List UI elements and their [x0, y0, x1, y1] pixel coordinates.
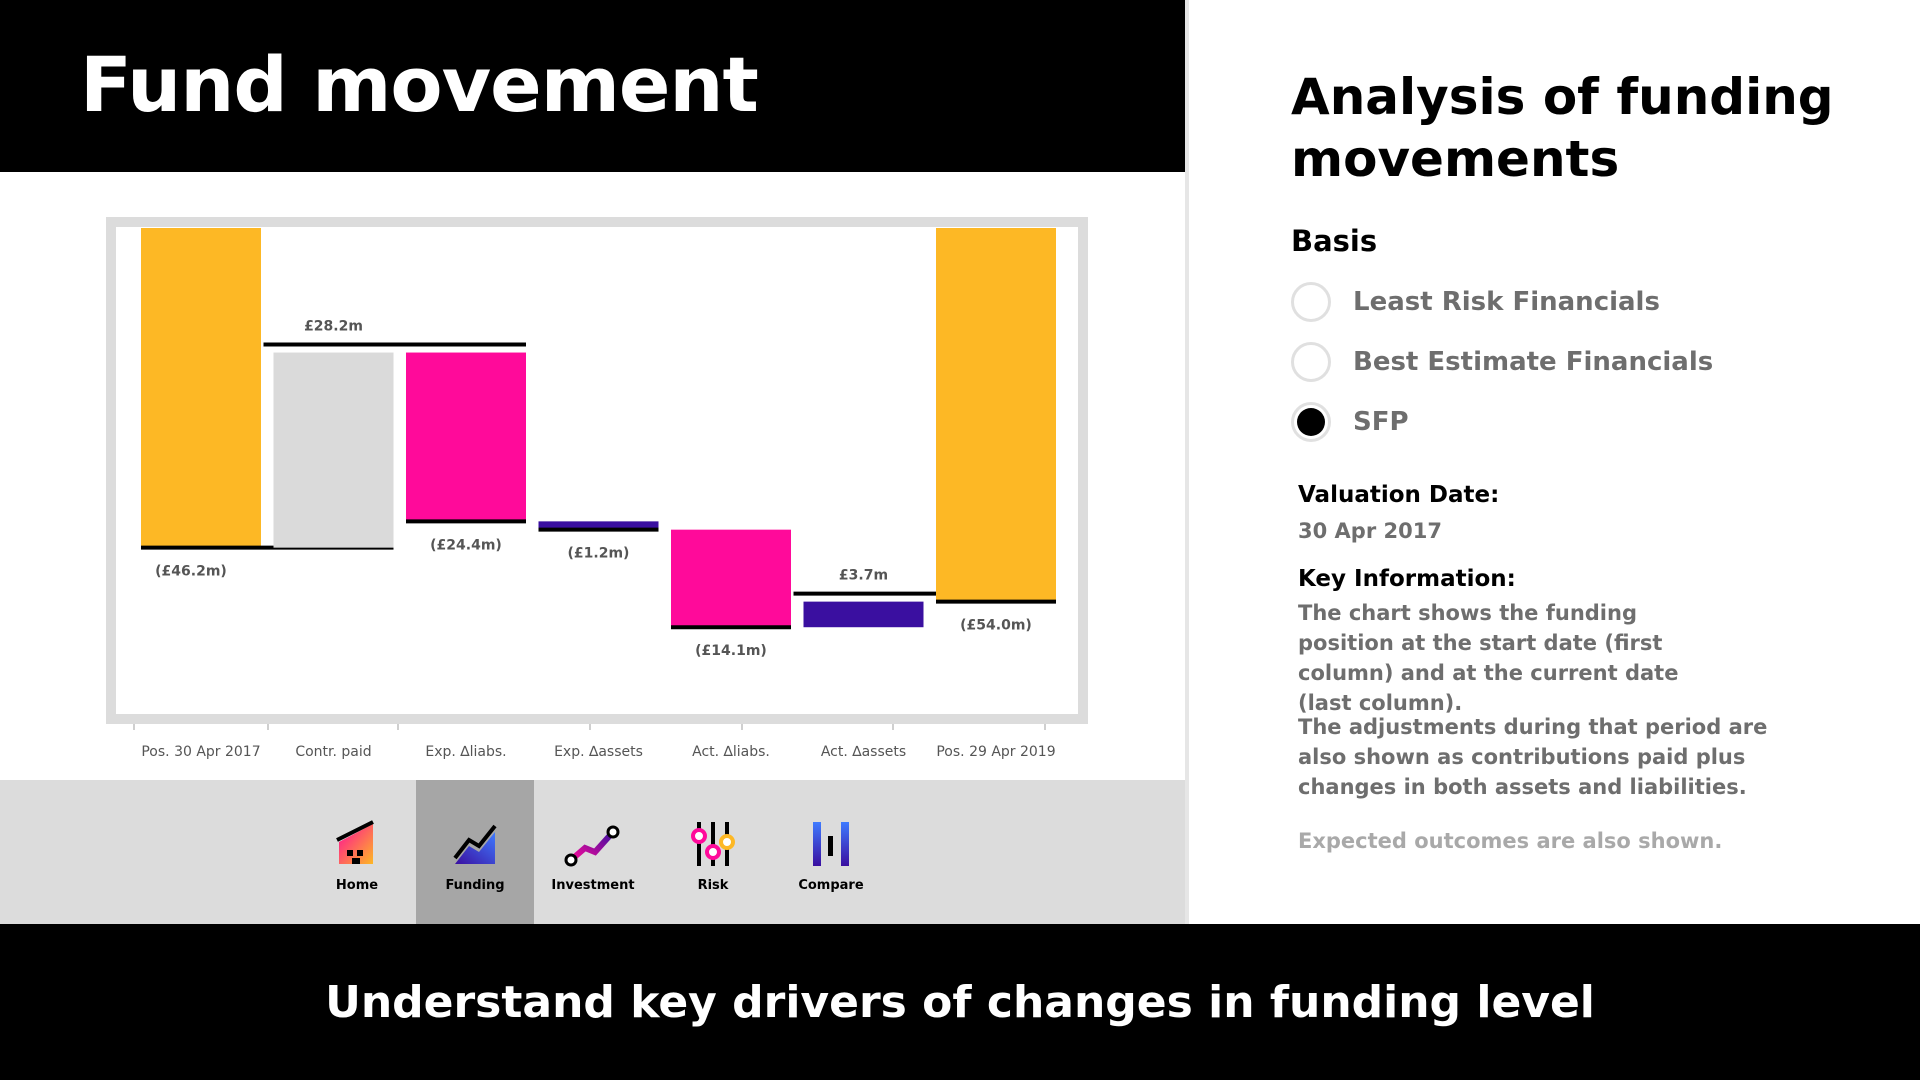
radio-button[interactable] [1291, 342, 1331, 382]
footer-banner [0, 924, 1920, 1080]
radio-button[interactable] [1291, 282, 1331, 322]
bar-5 [671, 530, 791, 628]
radio-label: Best Estimate Financials [1353, 347, 1714, 377]
bottom-nav [0, 780, 1188, 924]
x-tick-label-5: Act. ∆liabs. [692, 744, 770, 760]
key-information-text-2: The adjustments during that period are also shown as contributions paid plus changes in both assets and liabilities. [1298, 715, 1768, 799]
x-tick-label-2: Contr. paid [295, 744, 372, 760]
value-label-3: (£24.4m) [430, 537, 502, 554]
x-tick-label-7: Pos. 29 Apr 2019 [936, 744, 1056, 760]
radio-label: Least Risk Financials [1353, 287, 1660, 317]
valuation-date-value: 30 Apr 2017 [1298, 519, 1442, 543]
valuation-date-label: Valuation Date: [1298, 482, 1500, 508]
nav-item-investment[interactable] [534, 780, 652, 924]
nav-label-investment: Investment [551, 878, 635, 893]
page-title: Fund movement [80, 40, 758, 129]
x-tick-label-3: Exp. ∆liabs. [425, 744, 507, 760]
bar-2 [274, 353, 394, 548]
nav-item-home[interactable] [298, 780, 416, 924]
nav-label-compare: Compare [798, 878, 864, 893]
home-icon [333, 818, 381, 870]
nav-label-home: Home [335, 878, 379, 893]
radio-button-selected[interactable] [1291, 402, 1331, 442]
bar-6 [804, 602, 924, 628]
analysis-panel [1189, 0, 1920, 924]
nav-item-compare[interactable] [772, 780, 890, 924]
value-label-1: (£46.2m) [155, 563, 227, 580]
value-label-5: (£14.1m) [695, 643, 767, 660]
compare-bars-icon [807, 818, 855, 870]
waterfall-chart [0, 0, 1188, 780]
basis-option-sfp[interactable] [1291, 402, 1409, 442]
value-label-6: £3.7m [838, 567, 889, 584]
panel-title: Analysis of funding movements [1291, 68, 1834, 188]
basis-option-least-risk[interactable] [1291, 282, 1660, 322]
bar-7 [936, 228, 1056, 602]
risk-sliders-icon [689, 818, 737, 870]
investment-line-icon [563, 818, 623, 870]
bar-1 [141, 228, 261, 548]
nav-item-risk[interactable] [654, 780, 772, 924]
key-information-text-3: Expected outcomes are also shown. [1298, 829, 1723, 853]
radio-selected-dot [1297, 408, 1325, 436]
value-label-2: £28.2m [304, 318, 363, 335]
key-information-text-1: The chart shows the funding position at the start date (first column) and at the current date (last column). [1298, 601, 1679, 715]
x-tick-label-1: Pos. 30 Apr 2017 [141, 744, 261, 760]
basis-option-best-estimate[interactable] [1291, 342, 1713, 382]
funding-chart-icon [451, 818, 499, 870]
x-tick-label-6: Act. ∆assets [820, 744, 907, 760]
key-information-label: Key Information: [1298, 566, 1516, 592]
nav-item-funding[interactable] [416, 780, 534, 924]
value-label-7: (£54.0m) [960, 617, 1032, 634]
nav-label-risk: Risk [697, 878, 729, 893]
radio-label: SFP [1353, 407, 1409, 437]
nav-label-funding: Funding [445, 878, 505, 893]
x-tick-label-4: Exp. ∆assets [554, 744, 643, 760]
bar-3 [406, 353, 526, 522]
value-label-4: (£1.2m) [567, 545, 630, 562]
basis-label: Basis [1291, 224, 1378, 258]
footer-tagline: Understand key drivers of changes in funding level [325, 976, 1595, 1028]
